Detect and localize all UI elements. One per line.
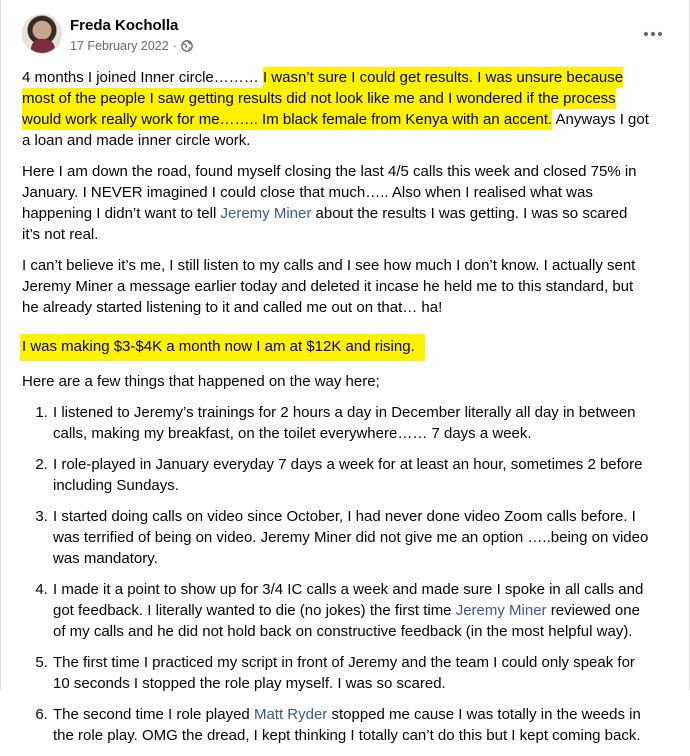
author-name[interactable]: Freda Kocholla — [70, 17, 179, 34]
list-item: 2. I role-played in January everyday 7 days a week for at least an hour, sometimes 2 before including Sundays. — [52, 454, 649, 496]
highlighted-income-text: I was making $3-$4K a month now I am at $12K and rising. — [20, 334, 425, 361]
post-date[interactable]: 17 February 2022 — [70, 39, 169, 53]
list-item: 1. I listened to Jeremy’s trainings for 2 hours a day in December literally all day in between calls, making my breakfast, on the toilet everywhere…… 7 days a week. — [52, 402, 649, 444]
paragraph-2: Here I am down the road, found myself closing the last 4/5 calls this week and closed 75% in January. I NEVER imagined I could close that much….. Also when I realised what was happening I didn’t want to tell Jeremy Miner about the results I was getting. I was so scared it’s not real. — [22, 163, 637, 243]
post-header — [22, 14, 689, 60]
numbered-list — [22, 402, 649, 746]
highlighted-text: I wasn’t sure I could get results. I was unsure because most of the people I saw getting results did not look like me and I wondered if the process would work really work for me…….. Im black female from Kenya with an accent. — [22, 69, 624, 128]
avatar[interactable] — [22, 14, 62, 54]
mention-jeremy-miner[interactable]: Jeremy Miner — [220, 205, 312, 222]
list-item: 4. I made it a point to show up for 3/4 IC calls a week and made sure I spoke in all calls and got feedback. I literally wanted to die (no jokes) the first time Jeremy Miner reviewed one of my calls and he did not hold back on constructive feedback (in the most helpful way). — [52, 579, 649, 642]
globe-icon[interactable] — [181, 40, 193, 52]
paragraph-4 — [22, 336, 649, 357]
paragraph-1: 4 months I joined Inner circle……… I wasn’t sure I could get results. I was unsure because most of the people I saw getting results did not look like me and I wondered if the process would work really work for me…….. Im black female from Kenya with an accent. Anyways I got a loan and made inner circle work. — [22, 69, 649, 149]
more-options-icon[interactable] — [639, 20, 667, 48]
post-meta: 17 February 2022 · — [70, 39, 193, 53]
paragraph-5: Here are a few things that happened on the way here; — [22, 373, 380, 390]
paragraph-3: I can’t believe it’s me, I still listen to my calls and I see how much I don’t know. I actually sent Jeremy Miner a message earlier today and deleted it incase he held me to this standard, but he already started listening to it and called me out on that… ha! — [22, 257, 636, 316]
mention-matt-ryder[interactable]: Matt Ryder — [253, 706, 328, 723]
mention-jeremy-miner[interactable]: Jeremy Miner — [455, 602, 547, 619]
list-item: 3. I started doing calls on video since October, I had never done video Zoom calls before. I was terrified of being on video. Jeremy Miner did not give me an option …..being on video was mandatory. — [52, 506, 649, 569]
list-item: 5. The first time I practiced my script in front of Jeremy and the team I could only speak for 10 seconds I stopped the role play myself. I was so scared. — [52, 652, 649, 694]
post-body — [22, 67, 649, 756]
list-item: 6. The second time I role played Matt Ryder stopped me cause I was totally in the weeds in the role play. OMG the dread, I kept thinking I totally can’t do this but I kept coming back. — [52, 704, 649, 746]
